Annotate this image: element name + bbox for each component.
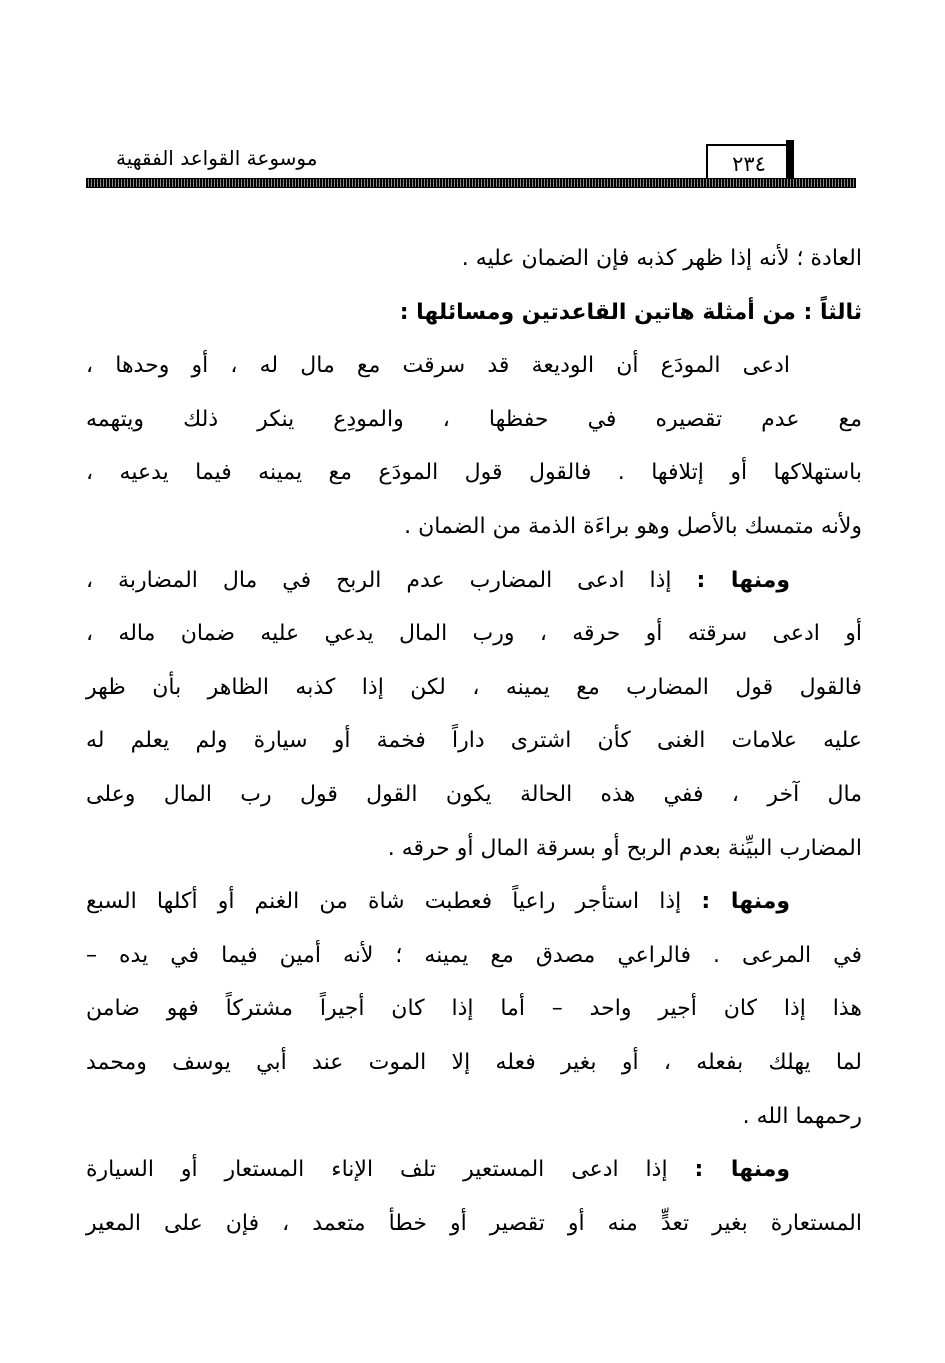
body-text [86,232,862,1250]
line-lead: ومنها : [694,1157,790,1183]
line-text: باستهلاكها أو إتلافها . فالقول قول المودَع مع يمينه فيما يدعيه ، [86,460,862,486]
text-line [86,929,862,983]
text-line [86,1197,862,1251]
line-text: ولأنه متمسك بالأصل وهو براءَة الذمة من الضمان . [404,513,862,539]
text-line [86,232,862,286]
line-text: فالقول قول المضارب مع يمينه ، لكن إذا كذبه الظاهر بأن ظهر [86,674,862,700]
text-line [86,393,862,447]
text-line [86,1090,862,1144]
line-lead: ومنها : [701,889,790,915]
line-text: لما يهلك بفعله ، أو بغير فعله إلا الموت عند أبي يوسف ومحمد [86,1049,862,1075]
line-text: مع عدم تقصيره في حفظها ، والمودِع ينكر ذلك ويتهمه [86,406,862,432]
text-line [86,875,862,929]
line-text: إذا ادعى المضارب عدم الربح في مال المضاربة ، [86,567,672,593]
line-text: هذا إذا كان أجير واحد – أما إذا كان أجيراً مشتركاً فهو ضامن [86,996,862,1022]
text-line [86,714,862,768]
text-line [86,500,862,554]
text-line [86,286,862,340]
text-line [86,554,862,608]
line-lead: ومنها : [696,567,790,593]
line-lead: ثالثاً : من أمثلة هاتين القاعدتين ومسائلها : [399,299,862,325]
line-text: مال آخر ، ففي هذه الحالة يكون القول قول رب المال وعلى [86,781,862,807]
line-text: إذا ادعى المستعير تلف الإناء المستعار أو السيارة [86,1157,668,1183]
text-line [86,768,862,822]
line-text: في المرعى . فالراعي مصدق مع يمينه ؛ لأنه أمين فيما في يده – [86,942,862,968]
text-line [86,446,862,500]
line-text: رحمهما الله . [742,1103,862,1129]
book-title: موسوعة القواعد الفقهية [116,146,318,170]
text-line [86,661,862,715]
text-line [86,982,862,1036]
line-text: إذا استأجر راعياً فعطبت شاة من الغنم أو أكلها السبع [86,889,682,915]
line-text: أو ادعى سرقته أو حرقه ، ورب المال يدعي عليه ضمان ماله ، [86,621,862,647]
text-line [86,339,862,393]
line-text: عليه علامات الغنى كأن اشترى داراً فخمة أو سيارة ولم يعلم له [86,728,862,754]
text-line [86,1143,862,1197]
line-text: ادعى المودَع أن الوديعة قد سرقت مع مال له ، أو وحدها ، [86,353,790,379]
text-line [86,822,862,876]
page-header [86,130,856,190]
line-text: المستعارة بغير تعدٍّ منه أو تقصير أو خطأ متعمد ، فإن على المعير [86,1210,862,1236]
text-line [86,1036,862,1090]
line-text: المضارب البيِّنة بعدم الربح أو بسرقة المال أو حرقه . [387,835,862,861]
page-number: ٢٣٤ [706,144,792,182]
header-rule [86,178,856,188]
line-text: العادة ؛ لأنه إذا ظهر كذبه فإن الضمان عليه . [461,246,862,271]
text-line [86,607,862,661]
